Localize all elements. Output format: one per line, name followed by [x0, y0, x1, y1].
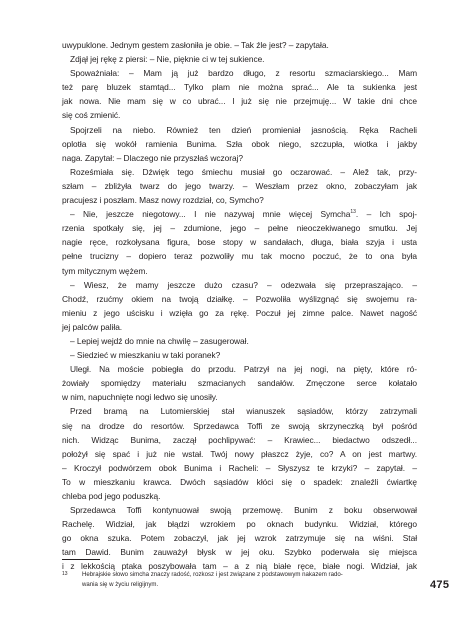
- text-line: i z lekkością ptaka poszybowała tam – a z nią białe ręce, białe nogi. Widział, jak: [62, 561, 417, 572]
- text-line: Roześmiała się. Dźwięk tego śmiechu musiał go oczarować. – Alež tak, przy-: [70, 166, 417, 177]
- text-line-segment: . – Ich spoj-: [355, 209, 418, 220]
- text-line: – Siedzieć w mieszkaniu w taki poranek?: [70, 350, 221, 361]
- text-line: pracujesz i poszłam. Masz nowy rozdział, co, Symcho?: [62, 195, 264, 206]
- text-line: mieniu z jego uścisku i wzięła go za rękę. Poczuł jej zimne palce. Nawet nagość: [62, 307, 417, 318]
- text-line: jak nowa. Nie mam się w co ubrać... I już się nie przejmuję... W takie dni chce: [62, 96, 417, 107]
- text-line: tam Dawid. Bunim zauważył błysk w jej oku. Szybko poderwała się miejsca: [62, 547, 417, 558]
- text-line: oplotła się wokół ramienia Bunima. Szła obok niego, szczupła, wiotka i jakby: [62, 138, 417, 149]
- text-line: jej palców paliła.: [62, 321, 123, 332]
- text-line: pełne trucizny – dopiero teraz pozwoliły mu tak mocno poczuć, że to ona była: [62, 251, 417, 262]
- footnote-number: 13: [62, 571, 68, 577]
- text-line: się coś zmienić.: [62, 110, 121, 121]
- text-line: położył się spać i już nie wstał. Twój nowy płaszcz żyje, co? A on jest martwy.: [62, 448, 417, 459]
- footnote-line: wania się w życiu religijnym.: [82, 581, 159, 588]
- text-line: nagie ręce, rozkołysana figura, bose stopy w sandałach, długa, biała szyja i usta: [62, 237, 417, 248]
- text-line: Rachelę. Widział, jak błądzi wzrokiem po oknach budynku. Widział, któr​ego: [62, 519, 417, 530]
- text-line: uwypuklone. Jednym gestem zasłoniła je obie. – Tak źle jest? – zapytała.: [62, 40, 329, 50]
- text-line: – Kroczył podwórzem obok Bunima i Racheli: – Słyszysz te krzyki? – zapytał. –: [62, 462, 417, 473]
- main-text: [62, 38, 417, 574]
- text-line: – Wiesz, że mamy jeszcze dużo czasu? – odezwała się przepraszająco. –: [70, 279, 417, 290]
- footnote-reference: 13: [350, 209, 356, 216]
- footnote-line: Hebrajskie słowo simcha znaczy radość, rozkosz i jest związane z podstawowym nakazem rado-: [82, 571, 343, 578]
- text-line: Spojrzeli na niebo. Również ten dzień promieniał jasnością. Ręka Racheli: [70, 124, 417, 135]
- footnote-text: [82, 570, 412, 590]
- text-line: naga. Zapytał: – Dlaczego nie przyszłaś wczoraj?: [62, 152, 244, 163]
- text-line: tym mitycznym wężem.: [62, 265, 148, 276]
- text-line: Zdjął jej rękę z piersi: – Nie, pięknie ci w tej sukience.: [70, 54, 265, 65]
- text-line: szłam – zbliżyła twarz do jego twarzy. – Weszłam przez okno, zobaczyłam jak: [62, 180, 417, 191]
- text-line: Przed bramą na Lutomierskiej stał wianuszek sąsiadów, którzy zatrzymali: [70, 406, 417, 417]
- text-line: go okna szuka. Potem zobaczył, jak jej wzrok zatrzymuje się na wiśni. Stał: [62, 533, 417, 544]
- text-line: Uległ. Na moście pobiegła do przodu. Patrzył na jej nogi, na pięty, które ró-: [70, 364, 417, 375]
- text-line: Chodź, rzućmy okiem na twoją działkę. – Pozwoliła wyślizgnąć się swojemu ra-: [62, 293, 417, 304]
- text-line: To w mieszkaniu krawca. Dwóch sąsiadów kłóci się o spadek: znaleźli ćwiartkę: [62, 476, 417, 487]
- text-line: w nim, napuchnięte nogi ledwo się unosiły.: [62, 392, 218, 403]
- text-line: Spoważniała: – Mam ją już bardzo długo, z resortu szmaciarskiego... Mam: [70, 68, 417, 79]
- text-line: chleba pod jego poduszką.: [62, 491, 161, 501]
- text-line: żowiały spomiędzy materiału szmacianych sandałów. Zmęczone serce kołatało: [62, 378, 417, 389]
- text-line: rzenia spotkały się, jej – zdumione, jego – pełne nieoczekiwanego smutku. Jej: [62, 223, 417, 234]
- text-line-segment: – Nie, jeszcze niegotowy... I nie nazywaj mnie więcej Symcha: [70, 209, 351, 220]
- text-line: – Lepiej wejdź do mnie na chwilę – zasugerował.: [70, 335, 249, 346]
- text-line: Sprzedawca Toffi kontynuował swoją przemowę. Bunim z boku obserwował: [70, 505, 417, 516]
- text-line: [62, 207, 417, 221]
- text-line: się na drodze do resortów. Sprzedawca Toffi ze swoją skrzyneczką był pośród: [62, 420, 417, 431]
- text-line: nich. Widząc Bunima, zaczął pochlipywać: – Krawiec... biedactwo odszedł...: [62, 434, 417, 445]
- footnote-separator: [62, 559, 100, 560]
- text-line: też parę bluzek stamtąd... Tylko plam nie można sprać... Ale ta sukienka jest: [62, 82, 417, 93]
- page-number: 475: [430, 579, 450, 591]
